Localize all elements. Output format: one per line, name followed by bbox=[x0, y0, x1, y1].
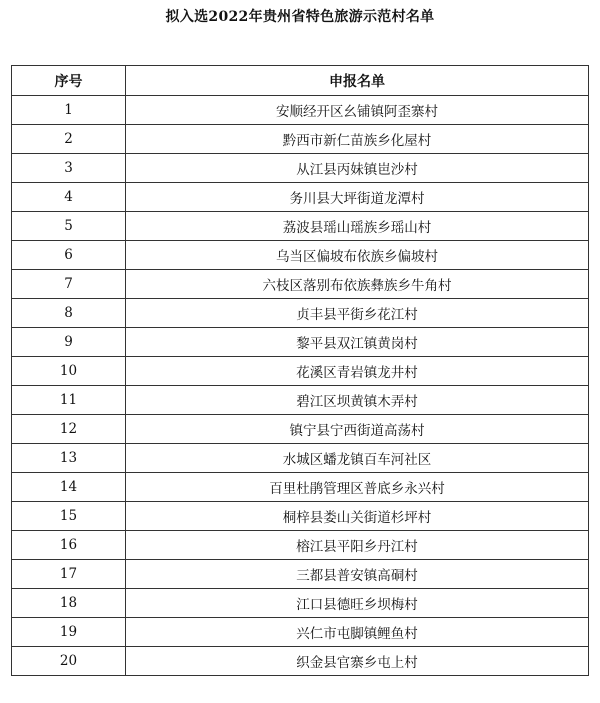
row-serial-number: 4 bbox=[12, 183, 126, 212]
row-serial-number: 14 bbox=[12, 473, 126, 502]
header-serial-number: 序号 bbox=[12, 66, 126, 96]
row-village-name: 镇宁县宁西街道高荡村 bbox=[126, 415, 589, 444]
row-serial-number: 10 bbox=[12, 357, 126, 386]
row-village-name: 荔波县瑶山瑶族乡瑶山村 bbox=[126, 212, 589, 241]
table-row bbox=[12, 473, 589, 502]
row-village-name: 兴仁市屯脚镇鲤鱼村 bbox=[126, 618, 589, 647]
table-row bbox=[12, 270, 589, 299]
document-title: 拟入选2022年贵州省特色旅游示范村名单 bbox=[165, 9, 435, 25]
table-row bbox=[12, 328, 589, 357]
row-village-name: 江口县德旺乡坝梅村 bbox=[126, 589, 589, 618]
village-list-table bbox=[11, 65, 589, 676]
row-serial-number: 1 bbox=[12, 96, 126, 125]
row-serial-number: 2 bbox=[12, 125, 126, 154]
row-village-name: 贞丰县平街乡花江村 bbox=[126, 299, 589, 328]
row-village-name: 黎平县双江镇黄岗村 bbox=[126, 328, 589, 357]
table-row bbox=[12, 502, 589, 531]
table-row bbox=[12, 212, 589, 241]
header-application-list: 申报名单 bbox=[126, 66, 589, 96]
row-village-name: 百里杜鹃管理区普底乡永兴村 bbox=[126, 473, 589, 502]
row-serial-number: 9 bbox=[12, 328, 126, 357]
table-header-row bbox=[12, 66, 589, 96]
row-village-name: 桐梓县娄山关街道杉坪村 bbox=[126, 502, 589, 531]
row-village-name: 务川县大坪街道龙潭村 bbox=[126, 183, 589, 212]
row-village-name: 乌当区偏坡布依族乡偏坡村 bbox=[126, 241, 589, 270]
row-village-name: 榕江县平阳乡丹江村 bbox=[126, 531, 589, 560]
row-serial-number: 3 bbox=[12, 154, 126, 183]
table-row bbox=[12, 618, 589, 647]
table-row bbox=[12, 531, 589, 560]
row-serial-number: 17 bbox=[12, 560, 126, 589]
row-village-name: 从江县丙妹镇岜沙村 bbox=[126, 154, 589, 183]
row-village-name: 织金县官寨乡屯上村 bbox=[126, 647, 589, 676]
row-serial-number: 18 bbox=[12, 589, 126, 618]
table-row bbox=[12, 299, 589, 328]
row-village-name: 花溪区青岩镇龙井村 bbox=[126, 357, 589, 386]
row-serial-number: 19 bbox=[12, 618, 126, 647]
row-serial-number: 15 bbox=[12, 502, 126, 531]
row-serial-number: 20 bbox=[12, 647, 126, 676]
table-body bbox=[12, 96, 589, 676]
table-row bbox=[12, 647, 589, 676]
table-row bbox=[12, 241, 589, 270]
table-row bbox=[12, 415, 589, 444]
table-row bbox=[12, 444, 589, 473]
row-village-name: 三都县普安镇高硐村 bbox=[126, 560, 589, 589]
table-row bbox=[12, 560, 589, 589]
table-row bbox=[12, 125, 589, 154]
row-village-name: 碧江区坝黄镇木弄村 bbox=[126, 386, 589, 415]
table-row bbox=[12, 96, 589, 125]
table-row bbox=[12, 357, 589, 386]
row-village-name: 水城区蟠龙镇百车河社区 bbox=[126, 444, 589, 473]
table-row bbox=[12, 154, 589, 183]
row-village-name: 安顺经开区幺铺镇阿歪寨村 bbox=[126, 96, 589, 125]
row-serial-number: 16 bbox=[12, 531, 126, 560]
table-row bbox=[12, 386, 589, 415]
row-serial-number: 6 bbox=[12, 241, 126, 270]
row-serial-number: 7 bbox=[12, 270, 126, 299]
row-serial-number: 13 bbox=[12, 444, 126, 473]
row-village-name: 六枝区落别布依族彝族乡牛角村 bbox=[126, 270, 589, 299]
row-serial-number: 8 bbox=[12, 299, 126, 328]
table-row bbox=[12, 589, 589, 618]
row-serial-number: 12 bbox=[12, 415, 126, 444]
row-village-name: 黔西市新仁苗族乡化屋村 bbox=[126, 125, 589, 154]
row-serial-number: 11 bbox=[12, 386, 126, 415]
row-serial-number: 5 bbox=[12, 212, 126, 241]
table-row bbox=[12, 183, 589, 212]
